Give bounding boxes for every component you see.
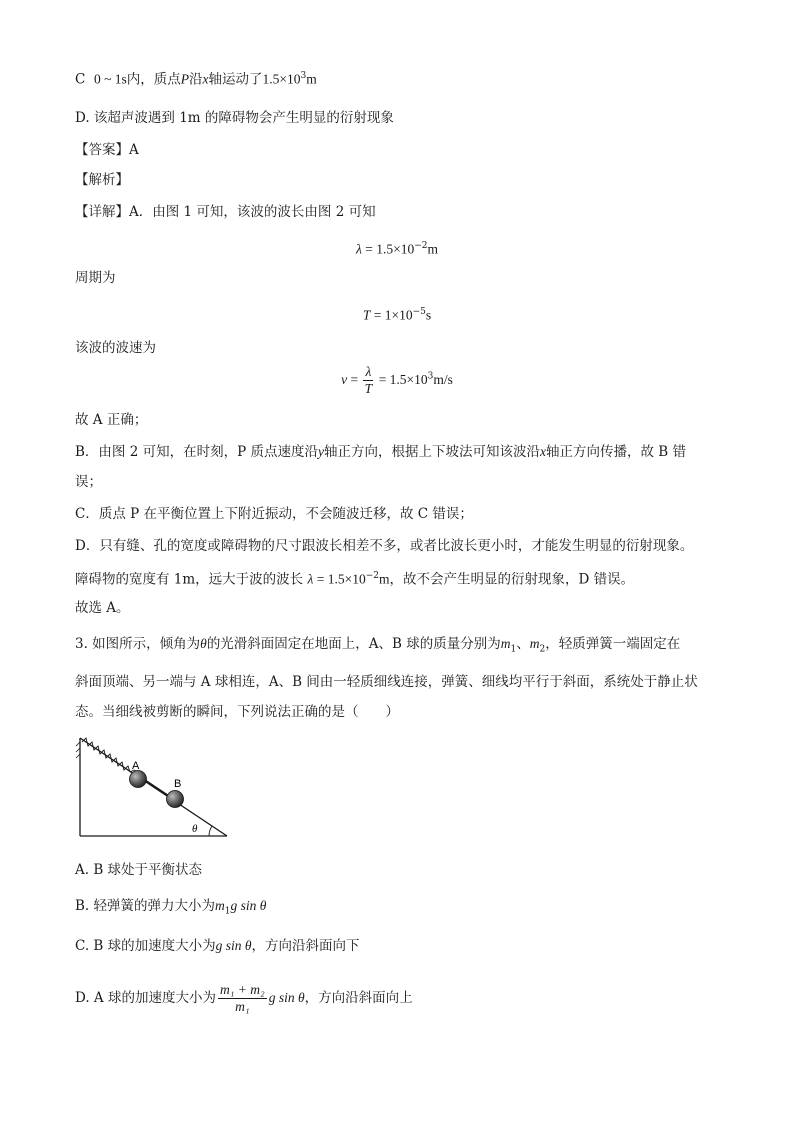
m1-symbol: m [215,898,225,913]
text-fragment: 轴正方向，根据上下坡法可知该波沿 [323,444,540,460]
label-a: A [132,760,140,772]
question-3-line-2: 斜面顶端、另一端与 A 球相连，A、B 间由一轻质细线连接，弹簧、细线均平行于斜面，系统处于静止状 [75,674,698,690]
separator: 、 [516,636,530,652]
label-b: B [174,778,182,790]
fraction [363,364,373,397]
question-3-line-3: 态。当细线被剪断的瞬间，下列说法正确的是（ ） [75,704,399,720]
ball-b [167,791,184,808]
numerator: m₁ + m₂ [219,982,265,997]
option-a: A. B 球处于平衡状态 [75,862,203,878]
exponent: −5 [412,307,426,317]
text-fragment: 轴运动了 [208,71,263,88]
y-symbol: y [317,444,324,459]
text-fragment: ，方向沿斜面向上 [304,990,413,1006]
b-line-1 [75,442,686,462]
text-fragment: ，方向沿斜面向下 [251,938,360,954]
option-c [75,936,360,956]
denominator: m₁ [235,999,250,1014]
text-fragment: 沿 [189,71,203,88]
denominator: T [364,381,373,396]
equation-text: = 1.5×10 [313,571,366,587]
equation-text: = 1.5×10 [375,372,428,387]
text-fragment: C. B 球的加速度大小为 [75,938,216,954]
text-fragment: B．由图 2 可知，在时刻，P 质点速度沿 [75,444,318,460]
equation-period [0,302,794,326]
exponent: −2 [414,241,428,251]
b-line-2: 误； [75,474,102,490]
lambda-symbol: λ [355,241,362,257]
equation-text: = 1×10 [370,307,413,323]
m1-symbol: m [500,636,511,651]
subscript: 1 [224,906,231,917]
choose-line: 故选 A。 [75,600,130,616]
subscript: 2 [539,644,546,655]
expression: g sin θ [230,898,267,913]
d-line-1: D．只有缝、孔的宽度或障碍物的尺寸跟波长相差不多，或者比波长更小时，才能发生明显的衍射现象。 [75,538,694,554]
angle-arc [209,826,212,836]
unit: m [306,71,317,87]
exponent: −2 [365,571,379,581]
c-line: C．质点 P 在平衡位置上下附近振动，不会随波迁移，故 C 错误； [75,506,473,522]
expression: g sin θ [268,990,305,1005]
a-correct-line: 故 A 正确； [75,412,148,428]
answer-tag: 【答案】A [75,142,139,158]
unit: m [378,571,390,587]
x-symbol: x [202,71,209,87]
expression: g sin θ [215,938,252,953]
option-b [75,896,266,922]
detail-a-line: 【详解】A．由图 1 可知，该波的波长由图 2 可知 [75,204,376,220]
option-d-line: D. 该超声波遇到 1m 的障碍物会产生明显的衍射现象 [75,110,394,126]
text-fragment: D. A 球的加速度大小为 [75,990,216,1006]
option-d [75,978,413,1018]
theta-symbol: θ [200,636,207,651]
point-p: P [180,71,189,87]
option-c-label: C [75,71,86,88]
equation-lambda [0,236,794,260]
equation-speed [0,364,794,397]
v-symbol: v [341,372,348,387]
numerator: λ [365,364,372,379]
unit: m [427,241,438,257]
unit: m/s [433,372,453,387]
question-3-line-1 [75,634,680,660]
incline-triangle [80,738,227,836]
fraction [218,982,267,1015]
subscript: 1 [510,644,517,655]
unit: s [425,307,432,323]
incline-figure [72,728,242,843]
text-fragment: B. 轻弹簧的弹力大小为 [75,898,216,914]
text-fragment: 3. 如图所示，倾角为 [75,636,201,652]
period-label: 周期为 [75,270,116,286]
t-symbol: T [362,307,371,323]
x-symbol: x [539,444,546,459]
text-fragment: ，轻质弹簧一端固定在 [545,636,681,652]
distance-value: 1.5×10 [262,71,301,87]
time-range: 0 ~ 1s [93,71,127,87]
spring [82,738,134,772]
exponent: 3 [427,371,434,382]
speed-label: 该波的波速为 [75,340,156,356]
text-fragment: ，故不会产生明显的衍射现象，D 错误。 [389,571,635,588]
analysis-tag: 【解析】 [75,172,129,188]
ball-a [130,771,147,788]
lambda-symbol: λ [307,571,314,587]
label-theta: θ [192,823,198,835]
equation-text: = 1.5×10 [361,241,415,257]
text-fragment: 轴正方向传播，故 B 错 [545,444,686,460]
equation-text: = [347,372,362,387]
slope-line [80,738,227,836]
d-line-2 [75,566,634,590]
text-fragment: 障碍物的宽度有 1m，远大于波的波长 [75,571,308,588]
option-c-line [75,66,317,90]
m2-symbol: m [529,636,540,651]
text-fragment: 的光滑斜面固定在地面上，A、B 球的质量分别为 [206,636,501,652]
exponent: 3 [300,71,307,81]
text-fragment: 内，质点 [126,71,181,88]
